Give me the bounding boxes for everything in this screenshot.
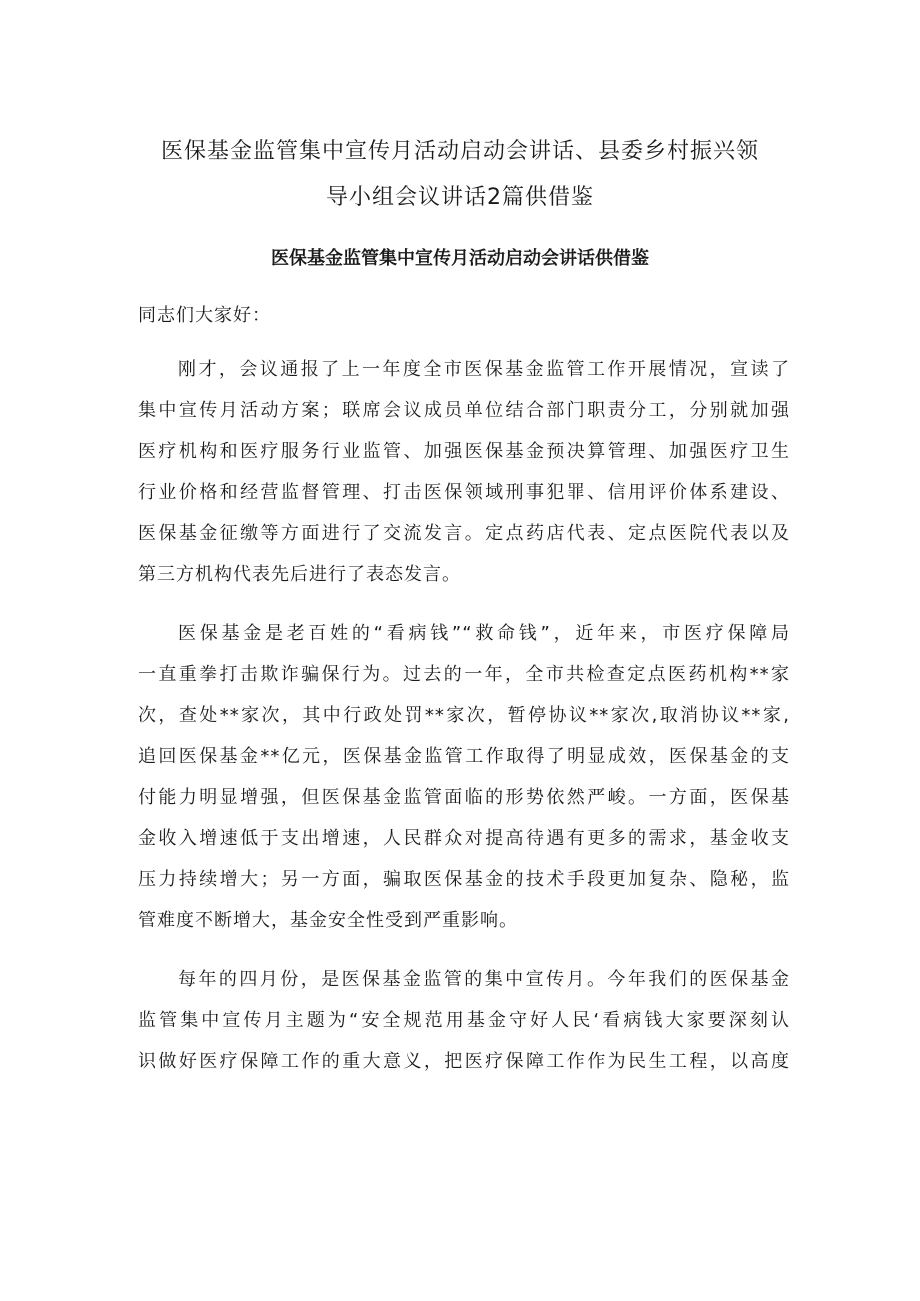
paragraph-1-line: 医疗机构和医疗服务行业监管、加强医保基金预决算管理、加强医疗卫生 [138, 441, 790, 462]
paragraph-2-line: 医保基金是老百姓的“看病钱”“救命钱”，近年来，市医疗保障局 [178, 623, 790, 644]
section-subtitle: 医保基金监管集中宣传月活动启动会讲话供借鉴 [271, 248, 649, 269]
paragraph-3-line: 监管集中宣传月主题为“安全规范用基金守好人民‘看病钱大家要深刻认 [138, 1010, 790, 1031]
paragraph-2-line: 次，查处**家次，其中行政处罚**家次，暂停协议**家次,取消协议**家, [138, 705, 790, 726]
paragraph-2-line: 管难度不断增大，基金安全性受到严重影响。 [138, 910, 518, 931]
paragraph-1-line: 医保基金征缴等方面进行了交流发言。定点药店代表、定点医院代表以及 [138, 523, 790, 544]
paragraph-3-line: 识做好医疗保障工作的重大意义，把医疗保障工作作为民生工程，以高度 [138, 1051, 790, 1072]
paragraph-1-line: 集中宣传月活动方案；联席会议成员单位结合部门职责分工，分别就加强 [138, 400, 790, 421]
paragraph-3-line: 每年的四月份，是医保基金监管的集中宣传月。今年我们的医保基金 [178, 969, 790, 990]
paragraph-2-line: 追回医保基金**亿元，医保基金监管工作取得了明显成效，医保基金的支 [138, 746, 790, 767]
document-title-line-1: 医保基金监管集中宣传月活动启动会讲话、县委乡村振兴领 [160, 139, 759, 164]
paragraph-2-line: 金收入增速低于支出增速，人民群众对提高待遇有更多的需求，基金收支 [138, 828, 790, 849]
document-title-line-2: 导小组会议讲话2篇供借鉴 [326, 185, 594, 210]
paragraph-1-line: 第三方机构代表先后进行了表态发言。 [138, 564, 461, 585]
paragraph-2-line: 一直重拳打击欺诈骗保行为。过去的一年，全市共检查定点医药机构**家 [138, 664, 790, 685]
paragraph-2-line: 付能力明显增强，但医保基金监管面临的形势依然严峻。一方面，医保基 [138, 787, 790, 808]
salutation: 同志们大家好： [138, 305, 271, 326]
paragraph-1-line: 行业价格和经营监督管理、打击医保领域刑事犯罪、信用评价体系建设、 [138, 482, 790, 503]
paragraph-1-line: 刚才，会议通报了上一年度全市医保基金监管工作开展情况，宣读了 [178, 359, 790, 380]
paragraph-2-line: 压力持续增大；另一方面，骗取医保基金的技术手段更加复杂、隐秘，监 [138, 869, 790, 890]
